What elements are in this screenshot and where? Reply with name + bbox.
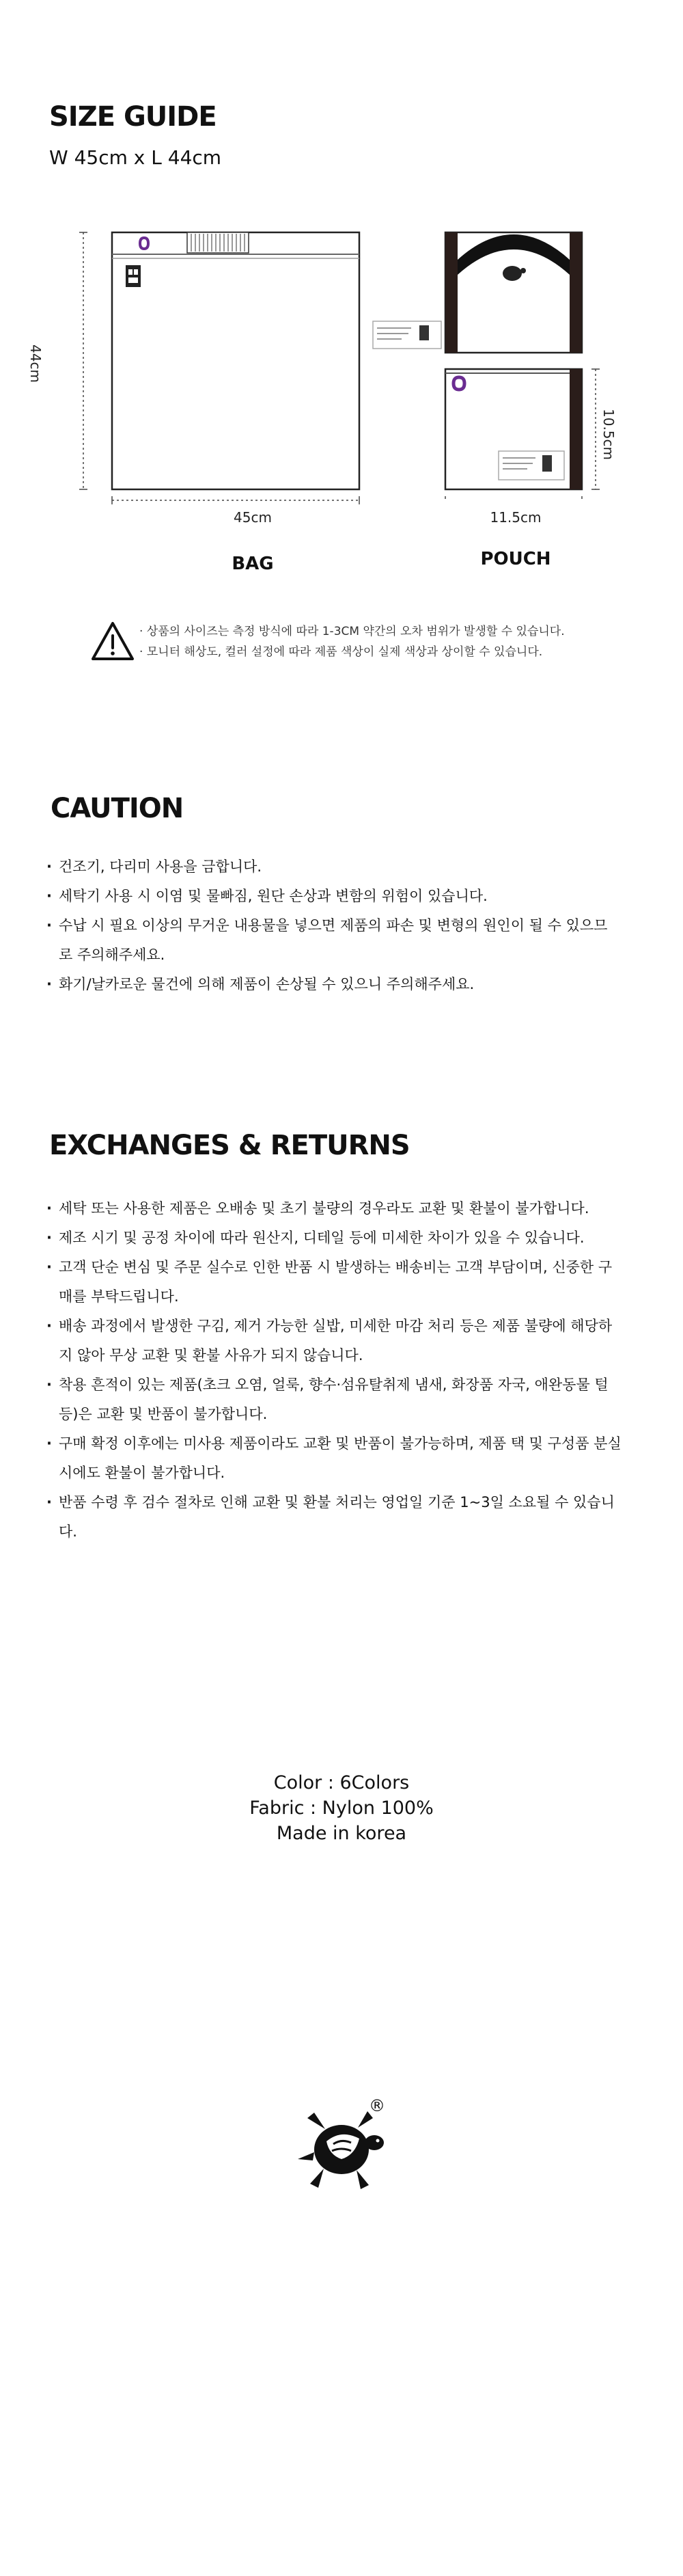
returns-title: EXCHANGES & RETURNS bbox=[49, 1130, 410, 1161]
bag-width-label: 45cm bbox=[234, 509, 272, 526]
returns-item: · 배송 과정에서 발생한 구김, 제거 가능한 실밥, 미세한 마감 처리 등은 제품 불량에 해당하지 않아 무상 교환 및 환불 사유가 되지 않습니다. bbox=[45, 1312, 624, 1370]
returns-list bbox=[45, 1194, 624, 1547]
product-origin: Made in korea bbox=[276, 1823, 407, 1844]
returns-item: · 착용 흔적이 있는 제품(초크 오염, 얼룩, 향수·섬유탈취제 냄새, 화장품 자국, 애완동물 털 등)은 교환 및 반품이 불가합니다. bbox=[45, 1370, 624, 1429]
product-fabric: Fabric : Nylon 100% bbox=[249, 1798, 434, 1819]
pouch-hang-tag bbox=[373, 321, 441, 349]
returns-item: · 세탁 또는 사용한 제품은 오배송 및 초기 불량의 경우라도 교환 및 환불이 불가합니다. bbox=[45, 1194, 624, 1223]
product-info bbox=[0, 1770, 683, 1846]
bag-label-tag bbox=[126, 265, 141, 287]
size-note-item: · 모니터 해상도, 컬러 설정에 따라 제품 색상이 실제 색상과 상이할 수 있습니다. bbox=[139, 645, 543, 659]
size-notes bbox=[139, 621, 617, 662]
caution-title: CAUTION bbox=[51, 793, 184, 824]
pouch-height-label: 10.5cm bbox=[600, 409, 617, 461]
bag-height-label: 44cm bbox=[27, 344, 44, 383]
product-color: Color : 6Colors bbox=[273, 1772, 410, 1793]
returns-item: · 제조 시기 및 공정 차이에 따라 원산지, 디테일 등에 미세한 차이가 있을 수 있습니다. bbox=[45, 1223, 624, 1253]
returns-item: · 고객 단순 변심 및 주문 실수로 인한 반품 시 발생하는 배송비는 고객 부담이며, 신중한 구매를 부탁드립니다. bbox=[45, 1253, 624, 1312]
caution-item: · 건조기, 다리미 사용을 금합니다. bbox=[45, 852, 619, 882]
returns-item: · 반품 수령 후 검수 절차로 인해 교환 및 환불 처리는 영업일 기준 1~3일 소요될 수 있습니다. bbox=[45, 1488, 624, 1547]
warning-icon bbox=[90, 621, 135, 662]
returns-item: · 구매 확정 이후에는 미사용 제품이라도 교환 및 반품이 불가능하며, 제품 택 및 구성품 분실 시에도 환불이 불가합니다. bbox=[45, 1429, 624, 1488]
turtle-logo-icon bbox=[287, 2095, 403, 2197]
pouch-top-view bbox=[445, 232, 582, 353]
bag-zipper-pull bbox=[187, 232, 249, 253]
caution-item: · 수납 시 필요 이상의 무거운 내용물을 넣으면 제품의 파손 및 변형의 원인이 될 수 있으므로 주의해주세요. bbox=[45, 911, 619, 970]
bag-label: BAG bbox=[232, 554, 274, 574]
pouch-width-label: 11.5cm bbox=[490, 509, 542, 526]
caution-list bbox=[45, 852, 619, 999]
size-guide-title: SIZE GUIDE bbox=[49, 101, 217, 133]
size-note-item: · 상품의 사이즈는 측정 방식에 따라 1-3CM 약간의 오차 범위가 발생할 수 있습니다. bbox=[139, 625, 565, 638]
caution-item: · 화기/날카로운 물건에 의해 제품이 손상될 수 있으니 주의해주세요. bbox=[45, 970, 619, 999]
caution-item: · 세탁기 사용 시 이염 및 물빠짐, 원단 손상과 변함의 위험이 있습니다. bbox=[45, 882, 619, 911]
pouch-label: POUCH bbox=[480, 549, 551, 569]
bag-body bbox=[112, 232, 359, 489]
bag-illustration bbox=[55, 219, 376, 506]
pouch-illustration bbox=[369, 226, 622, 499]
size-guide-dimensions: W 45cm x L 44cm bbox=[49, 146, 222, 169]
pouch-care-label bbox=[499, 451, 564, 480]
pouch-turtle-mark bbox=[503, 266, 522, 281]
registered-mark: ® bbox=[369, 2096, 385, 2115]
